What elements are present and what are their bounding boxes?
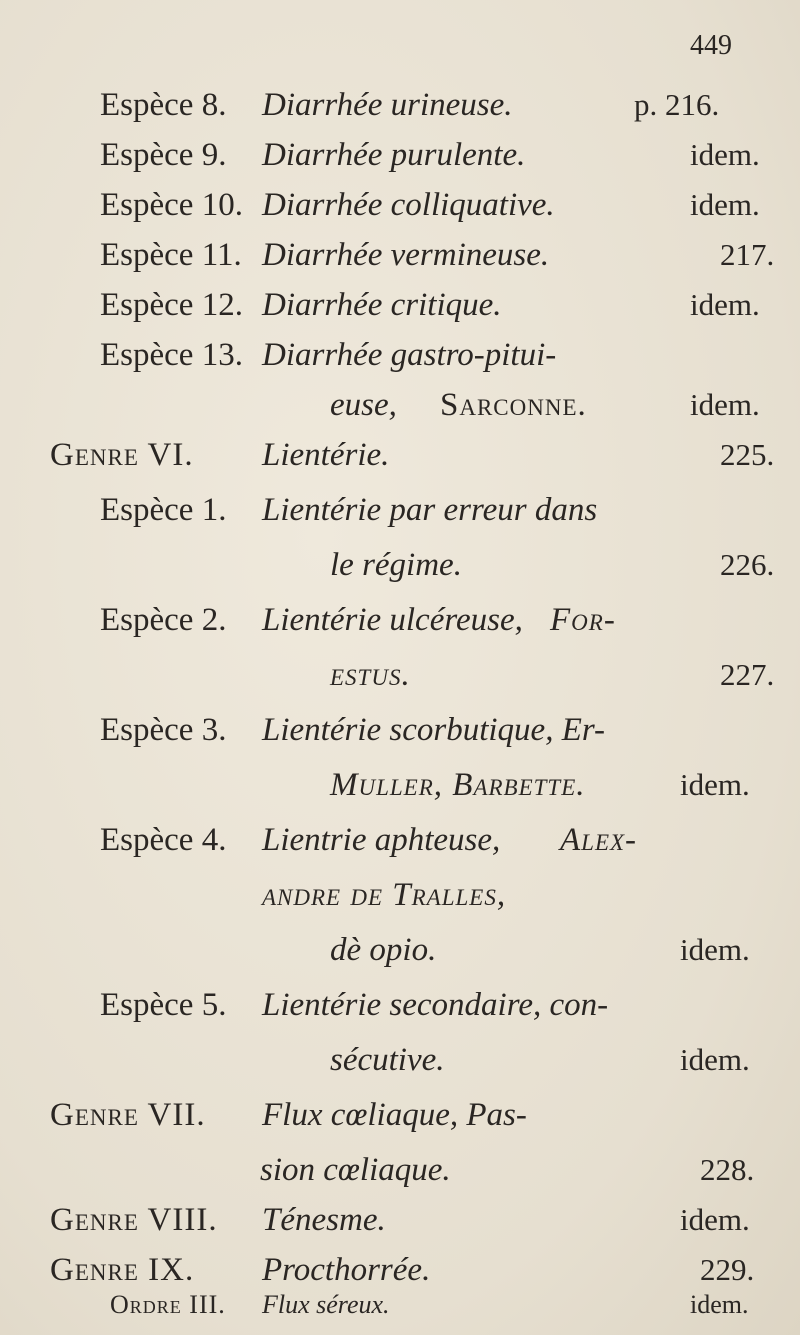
entry-ref: idem. — [690, 387, 760, 422]
entry-title: Lientérie par erreur dans — [262, 492, 598, 528]
entry-title: sécutive. — [330, 1042, 445, 1078]
entry-author: estus. — [330, 657, 411, 693]
entry-author: Muller, Barbette. — [330, 767, 586, 803]
entry-title: Lientérie ulcéreuse, — [262, 602, 523, 638]
entry-title: Diarrhée gastro-pitui- — [262, 337, 557, 373]
genre-label: Genre IX. — [50, 1252, 195, 1288]
entry-ref: idem. — [690, 187, 760, 222]
entry-ref: p. 216. — [634, 87, 720, 122]
entry-label: Espèce 11. — [100, 237, 242, 273]
ordre-label: Ordre III. — [110, 1290, 226, 1319]
entry-title: Flux cœliaque, Pas- — [262, 1097, 527, 1133]
entry-ref: idem. — [690, 287, 760, 322]
entry-author: Alex- — [560, 822, 638, 858]
entry-title: le régime. — [330, 547, 462, 583]
entry-title: Lientérie secondaire, con- — [262, 987, 609, 1023]
entry-ref: idem. — [680, 767, 750, 802]
entry-label: Espèce 3. — [100, 712, 227, 748]
entry-ref: idem. — [680, 932, 750, 967]
entry-title: Diarrhée vermineuse. — [262, 237, 550, 273]
entry-title: Diarrhée colliquative. — [262, 187, 555, 223]
entry-label: Espèce 4. — [100, 822, 227, 858]
entry-label: Espèce 12. — [100, 287, 243, 323]
genre-label: Genre VI. — [50, 437, 194, 473]
entry-ref: idem. — [680, 1042, 750, 1077]
entry-title: Lientérie. — [262, 437, 390, 473]
entry-author: andre de Tralles, — [262, 877, 507, 913]
entry-title: dè opio. — [330, 932, 437, 968]
entry-label: Espèce 5. — [100, 987, 227, 1023]
entry-title: Ténesme. — [262, 1202, 386, 1238]
page-number: 449 — [690, 30, 732, 61]
entry-label: Espèce 9. — [100, 137, 227, 173]
genre-label: Genre VII. — [50, 1097, 206, 1133]
entry-title: Diarrhée purulente. — [262, 137, 526, 173]
entry-ref: 217. — [720, 237, 775, 272]
entry-ref: 226. — [720, 547, 775, 582]
entry-author: Sarconne. — [440, 387, 587, 423]
entry-ref: 229. — [700, 1252, 755, 1287]
entry-label: Espèce 8. — [100, 87, 227, 123]
entry-title: Lientrie aphteuse, — [262, 822, 501, 858]
entry-title: Flux séreux. — [262, 1290, 390, 1319]
genre-label: Genre VIII. — [50, 1202, 218, 1238]
entry-label: Espèce 2. — [100, 602, 227, 638]
entry-ref: idem. — [690, 137, 760, 172]
entry-title: Diarrhée critique. — [262, 287, 502, 323]
entry-ref: 228. — [700, 1152, 755, 1187]
entry-title: sion cœliaque. — [260, 1152, 451, 1188]
entry-label: Espèce 1. — [100, 492, 227, 528]
entry-ref: 225. — [720, 437, 775, 472]
entry-author: For- — [550, 602, 616, 638]
entry-title: Procthorrée. — [262, 1252, 431, 1288]
entry-label: Espèce 13. — [100, 337, 243, 373]
entry-title: euse, — [330, 387, 397, 423]
entry-title: Diarrhée urineuse. — [262, 87, 513, 123]
entry-label: Espèce 10. — [100, 187, 243, 223]
entry-ref: 227. — [720, 657, 775, 692]
entry-ref: idem. — [690, 1290, 749, 1319]
entry-title: Lientérie scorbutique, Er- — [262, 712, 606, 748]
entry-ref: idem. — [680, 1202, 750, 1237]
